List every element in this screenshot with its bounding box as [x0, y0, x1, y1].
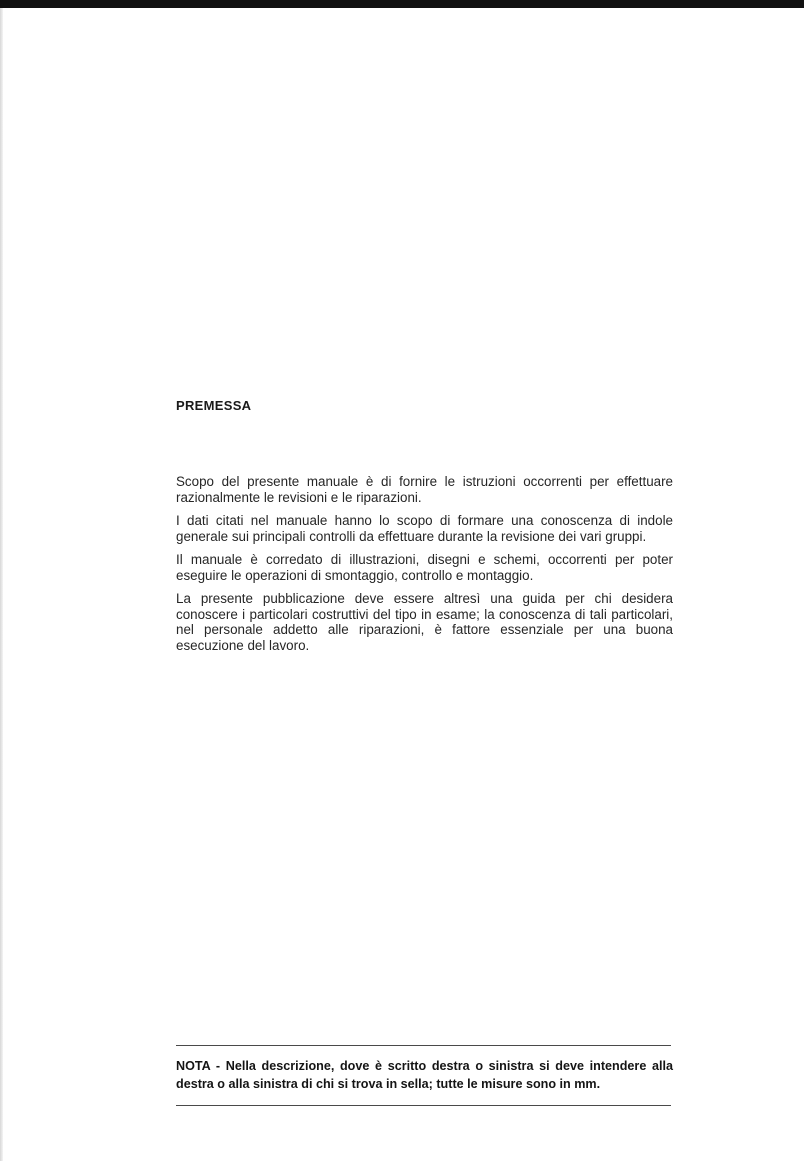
note-text: NOTA - Nella descrizione, dove è scritto destra o sinistra si deve intendere alla destra o alla sinistra di chi si trova in sella; tutte le misure sono in mm.: [176, 1059, 673, 1091]
section-title: PREMESSA: [176, 398, 252, 413]
scan-left-edge: [0, 8, 3, 1161]
paragraph-data: I dati citati nel manuale hanno lo scopo di formare una conoscenza di indole generale sui principali controlli da effettuare durante la revisione dei vari gruppi.: [176, 513, 673, 544]
note-top-rule: [176, 1045, 671, 1046]
paragraph-guide: La presente pubblicazione deve essere altresì una guida per chi desidera conoscere i particolari costruttivi del tipo in esame; la conoscenza di tali particolari, nel personale addetto alle riparazioni, è fattore essenziale per una buona esecuzione del lavoro.: [176, 591, 673, 653]
paragraph-purpose: Scopo del presente manuale è di fornire le istruzioni occorrenti per effettuare razionalmente le revisioni e le riparazioni.: [176, 474, 673, 505]
scan-top-edge: [0, 0, 804, 8]
paragraph-illustrations: Il manuale è corredato di illustrazioni, disegni e schemi, occorrenti per poter eseguire le operazioni di smontaggio, controllo e montaggio.: [176, 552, 673, 583]
note-bottom-rule: [176, 1105, 671, 1106]
body-text: [176, 474, 673, 661]
